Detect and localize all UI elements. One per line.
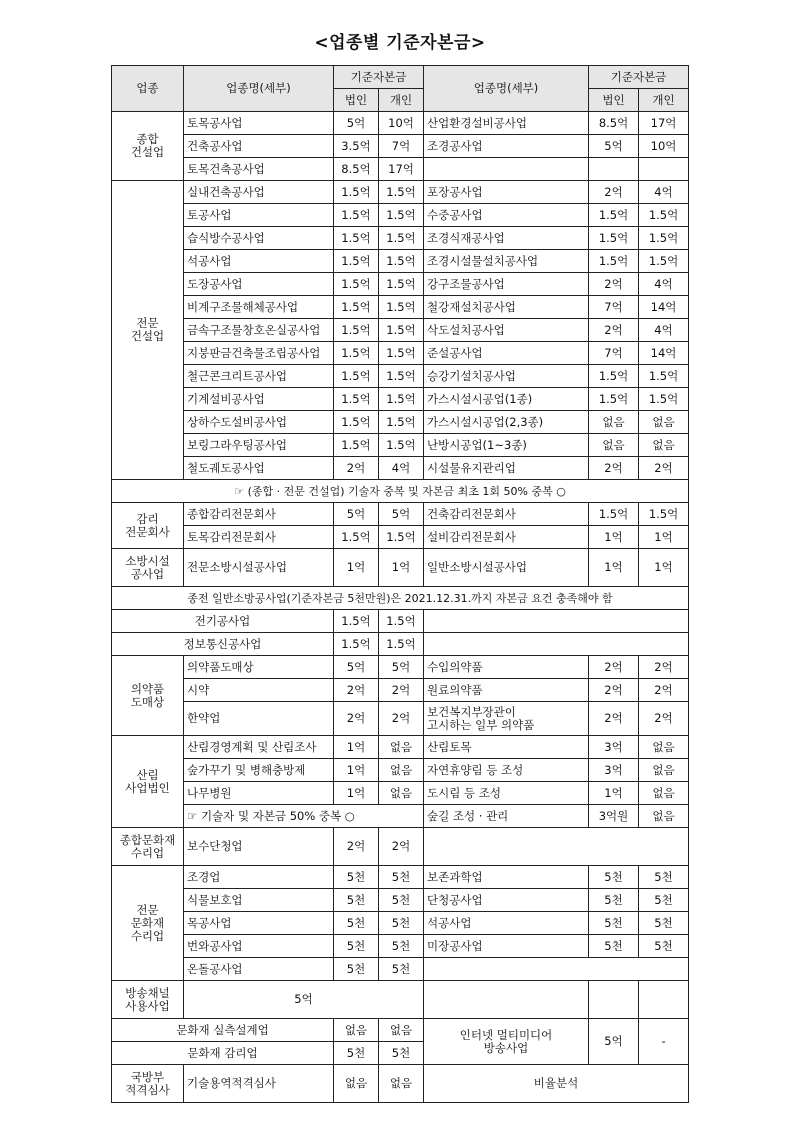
corp-capital-cell: 2억 <box>589 181 639 204</box>
header-indiv: 개인 <box>639 89 689 112</box>
corp-capital-cell: 1.5억 <box>334 181 379 204</box>
corp-capital-cell: 7억 <box>589 296 639 319</box>
category-cell: 의약품 도매상 <box>112 656 184 736</box>
business-name-cell: 습식방수공사업 <box>184 227 334 250</box>
indiv-capital-cell: 없음 <box>639 759 689 782</box>
corp-capital-cell: 1.5억 <box>334 388 379 411</box>
indiv-capital-cell: 5천 <box>379 958 424 981</box>
business-name-cell: 수중공사업 <box>424 204 589 227</box>
business-name-cell: 문화재 실측설계업 <box>112 1019 334 1042</box>
table-row <box>112 912 689 935</box>
table-row <box>112 549 689 587</box>
indiv-capital-cell: 2억 <box>379 702 424 736</box>
empty-cell <box>424 610 689 633</box>
category-cell: 종합문화재 수리업 <box>112 828 184 866</box>
empty-cell <box>589 981 639 1019</box>
business-name-cell: 문화재 감리업 <box>112 1042 334 1065</box>
indiv-capital-cell: 5천 <box>639 866 689 889</box>
indiv-capital-cell: 1.5억 <box>379 273 424 296</box>
indiv-capital-cell: - <box>639 1019 689 1065</box>
indiv-capital-cell: 없음 <box>379 1065 424 1103</box>
table-row <box>112 935 689 958</box>
corp-capital-cell: 없음 <box>589 411 639 434</box>
indiv-capital-cell: 14억 <box>639 342 689 365</box>
corp-capital-cell: 1.5억 <box>589 503 639 526</box>
business-name-cell: 시약 <box>184 679 334 702</box>
corp-capital-cell: 2억 <box>589 319 639 342</box>
corp-capital-cell: 5천 <box>589 935 639 958</box>
business-name-cell: 보수단청업 <box>184 828 334 866</box>
business-name-cell: 종합감리전문회사 <box>184 503 334 526</box>
corp-capital-cell: 없음 <box>334 1065 379 1103</box>
business-name-cell: 철근콘크리트공사업 <box>184 365 334 388</box>
indiv-capital-cell: 14억 <box>639 296 689 319</box>
indiv-capital-cell: 5억 <box>379 503 424 526</box>
table-row <box>112 736 689 759</box>
indiv-capital-cell: 10억 <box>379 112 424 135</box>
table-row <box>112 365 689 388</box>
table-row <box>112 702 689 736</box>
table-row <box>112 319 689 342</box>
corp-capital-cell: 없음 <box>334 1019 379 1042</box>
business-name-cell: 보건복지부장관이 고시하는 일부 의약품 <box>424 702 589 736</box>
indiv-capital-cell: 없음 <box>379 736 424 759</box>
indiv-capital-cell: 1.5억 <box>379 342 424 365</box>
business-name-cell: 정보통신공사업 <box>112 633 334 656</box>
indiv-capital-cell: 1.5억 <box>379 411 424 434</box>
table-row <box>112 112 689 135</box>
corp-capital-cell: 5천 <box>589 889 639 912</box>
header-category: 업종 <box>112 66 184 112</box>
table-row <box>112 342 689 365</box>
table-row <box>112 1019 689 1042</box>
business-name-cell: 원료의약품 <box>424 679 589 702</box>
indiv-capital-cell: 5천 <box>379 935 424 958</box>
business-name-cell: 보존과학업 <box>424 866 589 889</box>
corp-capital-cell: 1.5억 <box>334 342 379 365</box>
corp-capital-cell: 8.5억 <box>334 158 379 181</box>
business-name-cell: 번와공사업 <box>184 935 334 958</box>
corp-capital-cell: 1억 <box>589 782 639 805</box>
category-cell: 소방시설 공사업 <box>112 549 184 587</box>
indiv-capital-cell: 5천 <box>639 912 689 935</box>
page-title: <업종별 기준자본금> <box>314 33 486 53</box>
table-row <box>112 66 689 89</box>
corp-capital-cell: 1.5억 <box>334 633 379 656</box>
table-row <box>112 181 689 204</box>
indiv-capital-cell: 4억 <box>379 457 424 480</box>
corp-capital-cell: 1.5억 <box>334 434 379 457</box>
header-capital: 기준자본금 <box>589 66 689 89</box>
indiv-capital-cell: 7억 <box>379 135 424 158</box>
indiv-capital-cell: 1억 <box>639 549 689 587</box>
business-name-cell: 한약업 <box>184 702 334 736</box>
indiv-capital-cell: 1.5억 <box>639 388 689 411</box>
corp-capital-cell: 2억 <box>589 679 639 702</box>
business-name-cell <box>424 158 589 181</box>
corp-capital-cell: 1.5억 <box>589 250 639 273</box>
business-name-cell: 조경업 <box>184 866 334 889</box>
category-cell: 전문 문화재 수리업 <box>112 866 184 981</box>
corp-capital-cell: 5억 <box>334 112 379 135</box>
table-row <box>112 828 689 866</box>
table-row <box>112 434 689 457</box>
corp-capital-cell: 1억 <box>334 782 379 805</box>
corp-capital-cell: 1.5억 <box>334 365 379 388</box>
corp-capital-cell: 2억 <box>589 457 639 480</box>
business-name-cell: 도장공사업 <box>184 273 334 296</box>
corp-capital-cell: 2억 <box>589 273 639 296</box>
indiv-capital-cell: 5천 <box>379 866 424 889</box>
table-row <box>112 503 689 526</box>
business-name-cell: 시설물유지관리업 <box>424 457 589 480</box>
indiv-capital-cell: 5천 <box>379 1042 424 1065</box>
business-name-cell: 지붕판금건축물조립공사업 <box>184 342 334 365</box>
table-row <box>112 158 689 181</box>
corp-capital-cell: 3억원 <box>589 805 639 828</box>
indiv-capital-cell: 없음 <box>379 1019 424 1042</box>
business-name-cell: 상하수도설비공사업 <box>184 411 334 434</box>
indiv-capital-cell <box>639 158 689 181</box>
corp-capital-cell: 1억 <box>589 526 639 549</box>
table-row <box>112 227 689 250</box>
table-row <box>112 981 689 1019</box>
indiv-capital-cell: 1.5억 <box>379 181 424 204</box>
corp-capital-cell: 5억 <box>184 981 424 1019</box>
corp-capital-cell: 5천 <box>589 866 639 889</box>
business-name-cell: 수입의약품 <box>424 656 589 679</box>
business-name-cell: 건축공사업 <box>184 135 334 158</box>
indiv-capital-cell: 5천 <box>379 889 424 912</box>
corp-capital-cell: 1.5억 <box>334 204 379 227</box>
corp-capital-cell: 1.5억 <box>589 388 639 411</box>
category-cell: 종합 건설업 <box>112 112 184 181</box>
category-cell: 산림 사업법인 <box>112 736 184 828</box>
category-cell: 방송채널 사용사업 <box>112 981 184 1019</box>
table-row <box>112 782 689 805</box>
business-name-cell: 조경식재공사업 <box>424 227 589 250</box>
corp-capital-cell: 2억 <box>589 702 639 736</box>
business-name-cell: 의약품도매상 <box>184 656 334 679</box>
business-name-cell: 전기공사업 <box>112 610 334 633</box>
empty-cell <box>424 828 689 866</box>
empty-cell <box>639 981 689 1019</box>
indiv-capital-cell: 없음 <box>639 411 689 434</box>
business-name-cell: 건축감리전문회사 <box>424 503 589 526</box>
corp-capital-cell: 1.5억 <box>334 526 379 549</box>
corp-capital-cell: 1억 <box>334 736 379 759</box>
business-name-cell: 비계구조물해체공사업 <box>184 296 334 319</box>
table-row <box>112 759 689 782</box>
note-cell: ☞ 기술자 및 자본금 50% 중복 ○ <box>184 805 424 828</box>
indiv-capital-cell: 4억 <box>639 181 689 204</box>
indiv-capital-cell: 1억 <box>639 526 689 549</box>
indiv-capital-cell: 없음 <box>639 434 689 457</box>
header-corp: 법인 <box>589 89 639 112</box>
header-business-name: 업종명(세부) <box>184 66 334 112</box>
corp-capital-cell: 1.5억 <box>334 250 379 273</box>
corp-capital-cell: 2억 <box>334 828 379 866</box>
business-name-cell: 도시림 등 조성 <box>424 782 589 805</box>
business-name-cell: 강구조물공사업 <box>424 273 589 296</box>
corp-capital-cell: 5천 <box>334 889 379 912</box>
corp-capital-cell: 1.5억 <box>334 411 379 434</box>
business-name-cell: 포장공사업 <box>424 181 589 204</box>
business-name-cell: 철도궤도공사업 <box>184 457 334 480</box>
business-name-cell: 식물보호업 <box>184 889 334 912</box>
note-row: 종전 일반소방공사업(기준자본금 5천만원)은 2021.12.31.까지 자본금 요건 충족해야 함 <box>112 587 689 610</box>
business-name-cell: 산림경영계획 및 산림조사 <box>184 736 334 759</box>
table-row <box>112 587 689 610</box>
indiv-capital-cell: 1.5억 <box>379 319 424 342</box>
corp-capital-cell: 1.5억 <box>334 610 379 633</box>
business-name-cell: 석공사업 <box>184 250 334 273</box>
business-name-cell: 일반소방시설공사업 <box>424 549 589 587</box>
corp-capital-cell <box>589 158 639 181</box>
indiv-capital-cell: 4억 <box>639 273 689 296</box>
empty-cell <box>424 981 589 1019</box>
indiv-capital-cell: 1.5억 <box>379 204 424 227</box>
business-name-cell: 가스시설시공업(2,3종) <box>424 411 589 434</box>
table-row <box>112 805 689 828</box>
table-row <box>112 866 689 889</box>
indiv-capital-cell: 2억 <box>379 828 424 866</box>
corp-capital-cell: 2억 <box>334 679 379 702</box>
category-cell: 감리 전문회사 <box>112 503 184 549</box>
corp-capital-cell: 1억 <box>334 549 379 587</box>
corp-capital-cell: 5억 <box>589 1019 639 1065</box>
corp-capital-cell: 1.5억 <box>334 319 379 342</box>
business-name-cell: 인터넷 멀티미디어 방송사업 <box>424 1019 589 1065</box>
business-name-cell: 설비감리전문회사 <box>424 526 589 549</box>
indiv-capital-cell: 2억 <box>639 679 689 702</box>
indiv-capital-cell: 1.5억 <box>379 526 424 549</box>
corp-capital-cell: 5천 <box>589 912 639 935</box>
corp-capital-cell: 5천 <box>334 958 379 981</box>
corp-capital-cell: 3억 <box>589 736 639 759</box>
business-name-cell: 난방시공업(1~3종) <box>424 434 589 457</box>
table-row <box>112 679 689 702</box>
business-name-cell: 조경시설물설치공사업 <box>424 250 589 273</box>
business-name-cell: 준설공사업 <box>424 342 589 365</box>
business-name-cell: 토공사업 <box>184 204 334 227</box>
business-name-cell: 토목감리전문회사 <box>184 526 334 549</box>
table-row <box>112 411 689 434</box>
header-indiv: 개인 <box>379 89 424 112</box>
indiv-capital-cell: 1억 <box>379 549 424 587</box>
indiv-capital-cell: 없음 <box>379 782 424 805</box>
business-name-cell: 나무병원 <box>184 782 334 805</box>
business-name-cell: 보링그라우팅공사업 <box>184 434 334 457</box>
category-cell: 전문 건설업 <box>112 181 184 480</box>
indiv-capital-cell: 4억 <box>639 319 689 342</box>
business-name-cell: 전문소방시설공사업 <box>184 549 334 587</box>
indiv-capital-cell: 1.5억 <box>379 227 424 250</box>
business-name-cell: 숲길 조성 · 관리 <box>424 805 589 828</box>
business-name-cell: 삭도설치공사업 <box>424 319 589 342</box>
business-name-cell: 산림토목 <box>424 736 589 759</box>
corp-capital-cell: 1.5억 <box>589 204 639 227</box>
corp-capital-cell: 2억 <box>589 656 639 679</box>
business-name-cell: 온돌공사업 <box>184 958 334 981</box>
indiv-capital-cell: 1.5억 <box>639 227 689 250</box>
indiv-capital-cell: 17억 <box>379 158 424 181</box>
table-row <box>112 1065 689 1103</box>
business-name-cell: 승강기설치공사업 <box>424 365 589 388</box>
corp-capital-cell: 1.5억 <box>589 365 639 388</box>
table-row <box>112 388 689 411</box>
empty-cell <box>424 958 689 981</box>
corp-capital-cell: 5천 <box>334 866 379 889</box>
business-name-cell: 산업환경설비공사업 <box>424 112 589 135</box>
indiv-capital-cell: 2억 <box>379 679 424 702</box>
indiv-capital-cell: 5천 <box>639 935 689 958</box>
header-capital: 기준자본금 <box>334 66 424 89</box>
table-row <box>112 135 689 158</box>
corp-capital-cell: 3.5억 <box>334 135 379 158</box>
business-name-cell: 조경공사업 <box>424 135 589 158</box>
indiv-capital-cell: 없음 <box>379 759 424 782</box>
business-name-cell: 목공사업 <box>184 912 334 935</box>
indiv-capital-cell: 1.5억 <box>379 365 424 388</box>
empty-cell <box>424 633 689 656</box>
table-row <box>112 204 689 227</box>
capital-table <box>111 65 689 1103</box>
business-name-cell: 철강재설치공사업 <box>424 296 589 319</box>
business-name-cell: 기계설비공사업 <box>184 388 334 411</box>
business-name-cell: 석공사업 <box>424 912 589 935</box>
indiv-capital-cell: 1.5억 <box>379 633 424 656</box>
business-name-cell: 자연휴양림 등 조성 <box>424 759 589 782</box>
business-name-cell: 실내건축공사업 <box>184 181 334 204</box>
table-row <box>112 633 689 656</box>
indiv-capital-cell: 10억 <box>639 135 689 158</box>
business-name-cell: 단청공사업 <box>424 889 589 912</box>
corp-capital-cell: 1억 <box>589 549 639 587</box>
table-row <box>112 250 689 273</box>
indiv-capital-cell: 1.5억 <box>639 365 689 388</box>
indiv-capital-cell: 17억 <box>639 112 689 135</box>
table-row <box>112 610 689 633</box>
indiv-capital-cell: 2억 <box>639 702 689 736</box>
corp-capital-cell: 8.5억 <box>589 112 639 135</box>
header-corp: 법인 <box>334 89 379 112</box>
indiv-capital-cell: 없음 <box>639 805 689 828</box>
table-row <box>112 273 689 296</box>
indiv-capital-cell: 1.5억 <box>639 250 689 273</box>
business-name-cell: 숲가꾸기 및 병해충방제 <box>184 759 334 782</box>
business-name-cell: 금속구조물창호온실공사업 <box>184 319 334 342</box>
corp-capital-cell: 5천 <box>334 935 379 958</box>
business-name-cell: 기술용역적격심사 <box>184 1065 334 1103</box>
indiv-capital-cell: 5천 <box>379 912 424 935</box>
indiv-capital-cell: 1.5억 <box>379 434 424 457</box>
corp-capital-cell: 5억 <box>589 135 639 158</box>
corp-capital-cell: 5천 <box>334 912 379 935</box>
corp-capital-cell: 1.5억 <box>589 227 639 250</box>
corp-capital-cell: 7억 <box>589 342 639 365</box>
indiv-capital-cell: 2억 <box>639 656 689 679</box>
category-cell: 국방부 적격심사 <box>112 1065 184 1103</box>
indiv-capital-cell: 1.5억 <box>379 610 424 633</box>
corp-capital-cell: 1.5억 <box>334 273 379 296</box>
note-row: ☞ (종합 · 전문 건설업) 기술자 중복 및 자본금 최초 1회 50% 중복 ○ <box>112 480 689 503</box>
table-row <box>112 296 689 319</box>
corp-capital-cell: 3억 <box>589 759 639 782</box>
indiv-capital-cell: 1.5억 <box>379 296 424 319</box>
table-row <box>112 526 689 549</box>
corp-capital-cell: 1억 <box>334 759 379 782</box>
indiv-capital-cell: 2억 <box>639 457 689 480</box>
business-name-cell: 가스시설시공업(1종) <box>424 388 589 411</box>
business-name-cell: 토목건축공사업 <box>184 158 334 181</box>
table-row <box>112 889 689 912</box>
header-business-name: 업종명(세부) <box>424 66 589 112</box>
corp-capital-cell: 5억 <box>334 656 379 679</box>
table-row <box>112 457 689 480</box>
corp-capital-cell: 5천 <box>334 1042 379 1065</box>
corp-capital-cell: 5억 <box>334 503 379 526</box>
table-row <box>112 958 689 981</box>
corp-capital-cell: 1.5억 <box>334 227 379 250</box>
business-name-cell: 미장공사업 <box>424 935 589 958</box>
corp-capital-cell: 1.5억 <box>334 296 379 319</box>
business-name-cell: 토목공사업 <box>184 112 334 135</box>
corp-capital-cell: 2억 <box>334 457 379 480</box>
indiv-capital-cell: 5억 <box>379 656 424 679</box>
business-name-cell: 비율분석 <box>424 1065 689 1103</box>
indiv-capital-cell: 1.5억 <box>379 388 424 411</box>
indiv-capital-cell: 1.5억 <box>639 204 689 227</box>
corp-capital-cell: 없음 <box>589 434 639 457</box>
indiv-capital-cell: 없음 <box>639 736 689 759</box>
table-row <box>112 480 689 503</box>
table-row <box>112 656 689 679</box>
indiv-capital-cell: 1.5억 <box>639 503 689 526</box>
corp-capital-cell: 2억 <box>334 702 379 736</box>
indiv-capital-cell: 1.5억 <box>379 250 424 273</box>
indiv-capital-cell: 없음 <box>639 782 689 805</box>
indiv-capital-cell: 5천 <box>639 889 689 912</box>
